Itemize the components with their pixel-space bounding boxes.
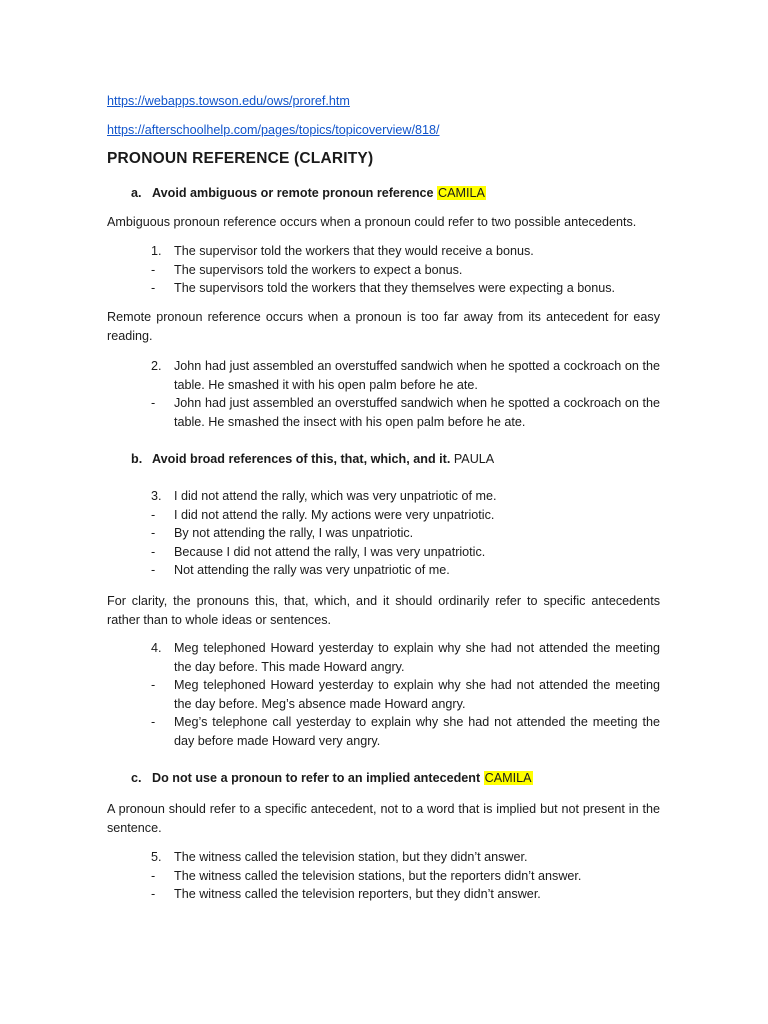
list-item-text: I did not attend the rally. My actions were very unpatriotic. <box>174 507 495 522</box>
list-marker: - <box>151 678 156 692</box>
section-marker: c. <box>131 771 142 785</box>
list-item <box>151 676 660 713</box>
list-item <box>151 561 660 580</box>
list-marker: - <box>151 715 156 729</box>
list-marker: 4. <box>151 641 162 655</box>
section-heading-text: Do not use a pronoun to refer to an implied antecedent <box>152 771 481 785</box>
list-item-text: By not attending the rally, I was unpatriotic. <box>174 526 414 540</box>
list-item-text: Not attending the rally was very unpatriotic of me. <box>174 563 450 577</box>
list-marker: 2. <box>151 359 162 373</box>
example-list-5 <box>151 848 660 904</box>
section-heading-b <box>131 450 494 468</box>
list-item <box>151 848 660 867</box>
list-marker: 3. <box>151 489 162 503</box>
list-item <box>151 487 660 506</box>
list-item <box>151 524 660 543</box>
section-heading-text: Avoid broad references of this, that, which, and it. <box>152 452 451 466</box>
list-item-text: Meg telephoned Howard yesterday to explain why she had not attended the meeting the day before. This made Howard angry. <box>174 641 660 674</box>
list-item-text: John had just assembled an overstuffed sandwich when he spotted a cockroach on the table. He smashed the insect with his open palm before he ate. <box>174 396 660 429</box>
list-item-text: The witness called the television reporters, but they didn’t answer. <box>174 887 541 901</box>
list-item-text: The supervisors told the workers to expect a bonus. <box>174 262 463 277</box>
list-marker: - <box>151 262 156 277</box>
remote-reference-paragraph: Remote pronoun reference occurs when a pronoun is too far away from its antecedent for easy reading. <box>107 310 660 343</box>
section-marker: a. <box>131 186 142 200</box>
assignee-tag-highlighted: CAMILA <box>438 186 485 200</box>
list-item <box>151 357 660 394</box>
section-heading-c <box>131 769 533 787</box>
list-item-text: Meg’s telephone call yesterday to explain why she had not attended the meeting the day before made Howard very angry. <box>174 715 660 748</box>
clarity-paragraph: For clarity, the pronouns this, that, which, and it should ordinarily refer to specific antecedents rather than to whole ideas or sentences. <box>107 594 660 627</box>
list-marker: - <box>151 526 156 540</box>
implied-antecedent-paragraph: A pronoun should refer to a specific antecedent, not to a word that is implied but not present in the sentence. <box>107 802 660 835</box>
list-item-text: The supervisor told the workers that they would receive a bonus. <box>174 244 534 258</box>
list-marker: - <box>151 563 156 577</box>
list-item-text: The supervisors told the workers that they themselves were expecting a bonus. <box>174 281 616 295</box>
list-marker: - <box>151 544 156 559</box>
list-marker: 1. <box>151 244 162 258</box>
list-item-text: The witness called the television station, but they didn’t answer. <box>174 850 528 864</box>
list-item-text: The witness called the television stations, but the reporters didn’t answer. <box>174 868 582 883</box>
example-list-3 <box>151 487 660 580</box>
list-item-text: I did not attend the rally, which was very unpatriotic of me. <box>174 489 497 503</box>
list-item-text: Meg telephoned Howard yesterday to explain why she had not attended the meeting the day before. Meg’s absence made Howard angry. <box>174 678 660 711</box>
example-list-4 <box>151 639 660 750</box>
list-item <box>151 885 660 904</box>
list-item <box>151 279 660 298</box>
assignee-tag-highlighted: CAMILA <box>484 771 532 785</box>
assignee-tag: PAULA <box>453 452 495 466</box>
list-marker: 5. <box>151 850 162 864</box>
list-item <box>151 242 660 261</box>
example-list-1 <box>151 242 660 298</box>
section-marker: b. <box>131 452 143 466</box>
section-intro-paragraph: Ambiguous pronoun reference occurs when a pronoun could refer to two possible antecedents. <box>107 215 637 229</box>
list-item <box>151 713 660 750</box>
list-marker: - <box>151 868 156 883</box>
list-item-text: John had just assembled an overstuffed sandwich when he spotted a cockroach on the table. He smashed it with his open palm before he ate. <box>174 359 660 392</box>
list-marker: - <box>151 887 156 901</box>
section-heading-a <box>131 184 486 202</box>
list-item <box>151 543 660 562</box>
list-item <box>151 867 660 886</box>
list-marker: - <box>151 507 156 522</box>
section-heading-text: Avoid ambiguous or remote pronoun reference <box>152 186 434 200</box>
document-title: PRONOUN REFERENCE (CLARITY) <box>107 150 374 167</box>
list-item-text: Because I did not attend the rally, I was very unpatriotic. <box>174 544 486 559</box>
list-item <box>151 639 660 676</box>
example-list-2 <box>151 357 660 431</box>
list-marker: - <box>151 396 156 410</box>
list-item <box>151 394 660 431</box>
list-item <box>151 506 660 525</box>
list-marker: - <box>151 281 156 295</box>
list-item <box>151 261 660 280</box>
reference-link-afterschoolhelp[interactable]: https://afterschoolhelp.com/pages/topics/topicoverview/818/ <box>107 123 440 137</box>
reference-link-towson[interactable]: https://webapps.towson.edu/ows/proref.htm <box>107 94 350 108</box>
